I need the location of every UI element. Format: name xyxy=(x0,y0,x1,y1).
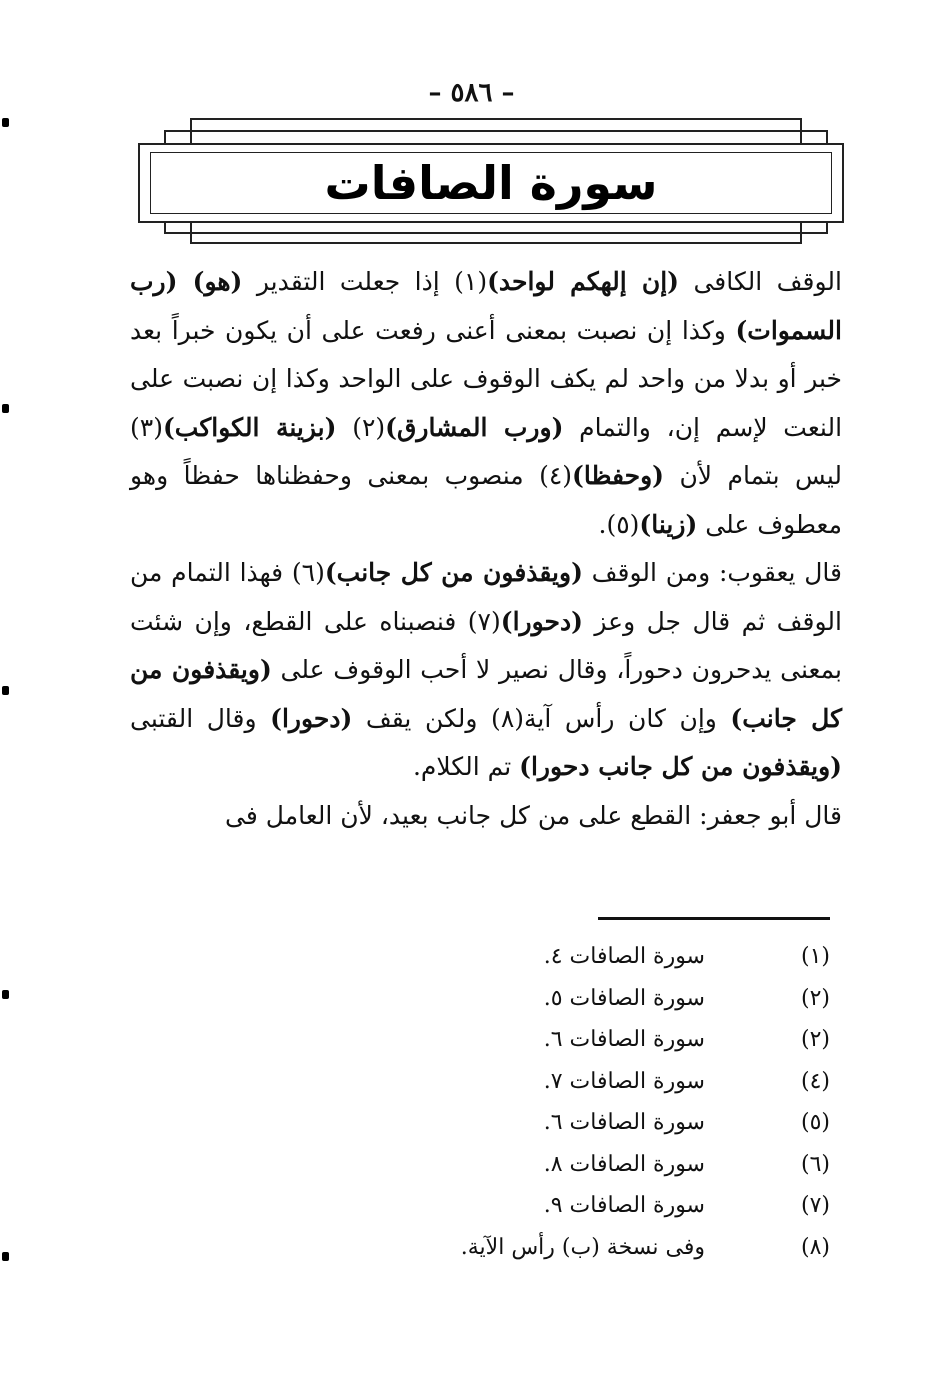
text-run: قال أبو جعفر: القطع على من كل جانب بعيد، لأن العامل فى xyxy=(225,800,842,830)
footnote-number: (٦) xyxy=(800,1151,830,1177)
quran-quote: (دحورا) xyxy=(500,606,583,636)
text-run: وقال القتبى xyxy=(130,703,271,733)
footnote-text: سورة الصافات ٧. xyxy=(543,1068,705,1094)
quran-quote: (وحفظا) xyxy=(572,461,665,490)
text-run: وإن كان رأس آية(٨) ولكن يقف xyxy=(352,703,731,733)
quran-quote: (ويقذفون من كل جانب دحورا) xyxy=(519,752,842,781)
page-number: – ٥٨٦ – xyxy=(428,78,515,108)
text-run: (٥). xyxy=(598,509,640,539)
footnote-item xyxy=(300,978,830,1020)
footnote-text: وفى نسخة (ب) رأس الآية. xyxy=(460,1234,705,1260)
quran-quote: (بزينة الكواكب) xyxy=(162,412,337,442)
footnote-text: سورة الصافات ٩. xyxy=(543,1193,705,1219)
scan-mark xyxy=(2,404,9,413)
quran-quote: (إن إلهكم لواحد) xyxy=(487,267,680,296)
scan-mark xyxy=(2,686,9,695)
text-run: الوقف الكافى xyxy=(679,267,842,296)
footnote-separator xyxy=(598,917,830,920)
text-run: تم الكلام. xyxy=(412,752,520,781)
text-run: (٢) xyxy=(336,412,386,442)
scan-mark xyxy=(2,990,9,999)
footnote-number: (١) xyxy=(800,944,830,970)
footnote-number: (٨) xyxy=(800,1234,830,1260)
footnote-item xyxy=(300,1185,830,1227)
paragraph-1 xyxy=(130,258,842,549)
text-run: (٦) فهذا التمام من الوقف ثم قال جل وعز xyxy=(130,558,842,636)
quran-quote: (دحورا) xyxy=(270,703,353,733)
footnote-item xyxy=(300,1144,830,1186)
footnote-item xyxy=(300,1102,830,1144)
footnote-number: (٢) xyxy=(800,985,830,1011)
footnote-item xyxy=(300,1061,830,1103)
footnote-text: سورة الصافات ٦. xyxy=(543,1110,705,1136)
paragraph-2 xyxy=(130,549,842,792)
quran-quote: (هو) (رب السموات) xyxy=(130,267,842,345)
text-run: وكذا إن نصبت بمعنى أعنى رفعت على أن يكون خبراً بعد خبر أو بدلا من واحد لم يكف الوقوف على الواحد وكذا إن نصبت على النعت لإسم إن، والتمام xyxy=(130,315,843,442)
footnote-text: سورة الصافات ٨. xyxy=(543,1151,705,1177)
title-frame xyxy=(150,152,832,214)
footnote-item xyxy=(300,936,830,978)
quran-quote: (ويقذفون من كل جانب) xyxy=(130,655,842,733)
footnote-text: سورة الصافات ٥. xyxy=(543,985,705,1011)
scan-mark xyxy=(2,1252,9,1261)
body-text xyxy=(130,258,842,840)
footnote-number: (٤) xyxy=(800,1068,830,1094)
text-run: (٧) فنصبناه على القطع، وإن شئت بمعنى يدحرون دحوراً، وقال نصير لا أحب الوقوف على xyxy=(130,606,842,684)
footnote-text: سورة الصافات ٤. xyxy=(543,944,705,970)
quran-quote: (ويقذفون من كل جانب) xyxy=(324,558,583,587)
footnotes xyxy=(300,936,830,1268)
text-run: (٤) منصوب بمعنى وحفظناها حفظاً وهو معطوف على xyxy=(130,461,842,539)
footnote-number: (٥) xyxy=(800,1110,830,1136)
footnote-text: سورة الصافات ٦. xyxy=(543,1027,705,1053)
surah-title: سورة الصافات xyxy=(324,156,658,210)
quran-quote: (ورب المشارق) xyxy=(385,412,564,442)
footnote-item xyxy=(300,1019,830,1061)
text-run: (١) إذا جعلت التقدير xyxy=(242,267,488,296)
scan-mark xyxy=(2,118,9,127)
footnote-number: (٧) xyxy=(800,1193,830,1219)
footnote-number: (٢) xyxy=(800,1027,830,1053)
quran-quote: (زينا) xyxy=(639,509,698,539)
text-run: (٣) ليس بتمام لأن xyxy=(130,412,842,490)
text-run: قال يعقوب: ومن الوقف xyxy=(582,558,842,587)
footnote-item xyxy=(300,1227,830,1269)
paragraph-3 xyxy=(130,792,842,841)
